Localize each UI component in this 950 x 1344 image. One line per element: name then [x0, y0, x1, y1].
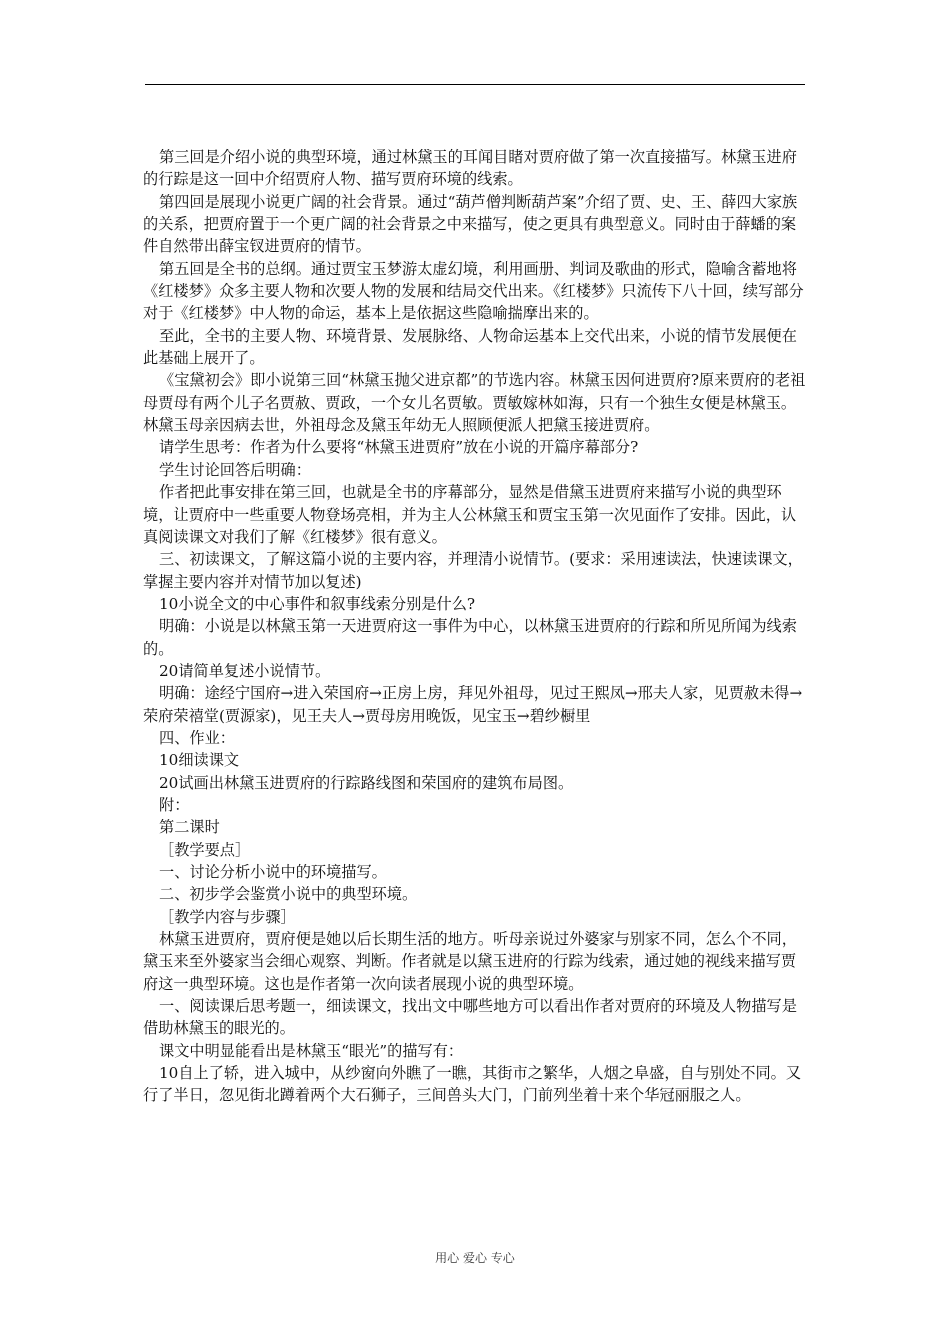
paragraph: 第五回是全书的总纲。通过贾宝玉梦游太虚幻境，利用画册、判词及歌曲的形式，隐喻含蓄地将《红楼梦》众多主要人物和次要人物的发展和结局交代出来。《红楼梦》只流传下八十回，续写部分对于《红楼梦》中人物的命运，基本上是依据这些隐喻揣摩出来的。 [143, 259, 804, 323]
paragraph: 20请简单复述小说情节。 [159, 661, 331, 680]
paragraph: 第四回是展现小说更广阔的社会背景。通过“葫芦僧判断葫芦案”介绍了贾、史、王、薛四大家族的关系，把贾府置于一个更广阔的社会背景之中来描写，使之更具有典型意义。同时由于薛蟠的案件自然带出薛宝钗进贾府的情节。 [143, 192, 798, 256]
paragraph: 学生讨论回答后明确： [159, 460, 311, 479]
paragraph: 一、阅读课后思考题一，细读课文，找出文中哪些地方可以看出作者对贾府的环境及人物描写是借助林黛玉的眼光的。 [143, 997, 797, 1038]
paragraph: ［教学内容与步骤］ [159, 907, 296, 926]
paragraph: 请学生思考：作者为什么要将“林黛玉进贾府”放在小说的开篇序幕部分? [159, 438, 639, 457]
header-rule [145, 84, 805, 85]
paragraph: 至此，全书的主要人物、环境背景、发展脉络、人物命运基本上交代出来，小说的情节发展便在此基础上展开了。 [143, 326, 797, 368]
paragraph: 作者把此事安排在第三回，也就是全书的序幕部分，显然是借黛玉进贾府来描写小说的典型环境，让贾府中一些重要人物登场亮相，并为主人公林黛玉和贾宝玉第一次见面作了安排。因此，认真阅读课文对我们了解《红楼梦》很有意义。 [143, 483, 797, 546]
paragraph: 三、初读课文，了解这篇小说的主要内容，并理清小说情节。(要求：采用速读法，快速读课文，掌握主要内容并对情节加以复述) [143, 550, 803, 591]
paragraph: 明确：途经宁国府→进入荣国府→正房上房，拜见外祖母，见过王熙凤→邢夫人家，见贾赦未得→荣府荣禧堂(贾源家)，见王夫人→贾母房用晚饭，见宝玉→碧纱橱里 [143, 684, 803, 725]
paragraph: 课文中明显能看出是林黛玉“眼光”的描写有： [159, 1041, 464, 1060]
paragraph: 10细读课文 [159, 751, 240, 770]
page-footer: 用心 爱心 专心 [435, 1251, 515, 1265]
paragraph: 第三回是介绍小说的典型环境，通过林黛玉的耳闻目睹对贾府做了第一次直接描写。林黛玉进府的行踪是这一回中介绍贾府人物、描写贾府环境的线索。 [143, 148, 797, 189]
paragraph: 明确：小说是以林黛玉第一天进贾府这一事件为中心，以林黛玉进贾府的行踪和所见所闻为线索的。 [143, 617, 797, 658]
paragraph: 10自上了轿，进入城中，从纱窗向外瞧了一瞧，其街市之繁华，人烟之阜盛，自与别处不同。又行了半日，忽见街北蹲着两个大石狮子，三间兽头大门，门前列坐着十来个华冠丽服之人。 [143, 1064, 802, 1105]
paragraph: ［教学要点］ [159, 840, 251, 859]
paragraph: 四、作业： [159, 728, 235, 747]
paragraph: 20试画出林黛玉进贾府的行踪路线图和荣国府的建筑布局图。 [159, 773, 574, 792]
paragraph: 二、初步学会鉴赏小说中的典型环境。 [159, 885, 418, 904]
paragraph: 《宝黛初会》即小说第三回“林黛玉抛父进京都”的节选内容。林黛玉因何进贾府?原来贾府的老祖母贾母有两个儿子名贾赦、贾政，一个女儿名贾敏。贾敏嫁林如海，只有一个独生女便是林黛玉。林黛玉母亲因病去世，外祖母念及黛玉年幼无人照顾便派人把黛玉接进贾府。 [143, 371, 806, 435]
paragraph: 林黛玉进贾府，贾府便是她以后长期生活的地方。听母亲说过外婆家与别家不同，怎么个不同，黛玉来至外婆家当会细心观察、判断。作者就是以黛玉进府的行踪为线索，通过她的视线来描写贾府这一典型环境。这也是作者第一次向读者展现小说的典型环境。 [143, 930, 797, 993]
paragraph: 一、讨论分析小说中的环境描写。 [159, 863, 387, 881]
paragraph: 附： [159, 795, 190, 814]
body-text [143, 146, 807, 1107]
paragraph: 第二课时 [159, 818, 220, 837]
paragraph: 10小说全文的中心事件和叙事线索分别是什么? [159, 594, 476, 613]
